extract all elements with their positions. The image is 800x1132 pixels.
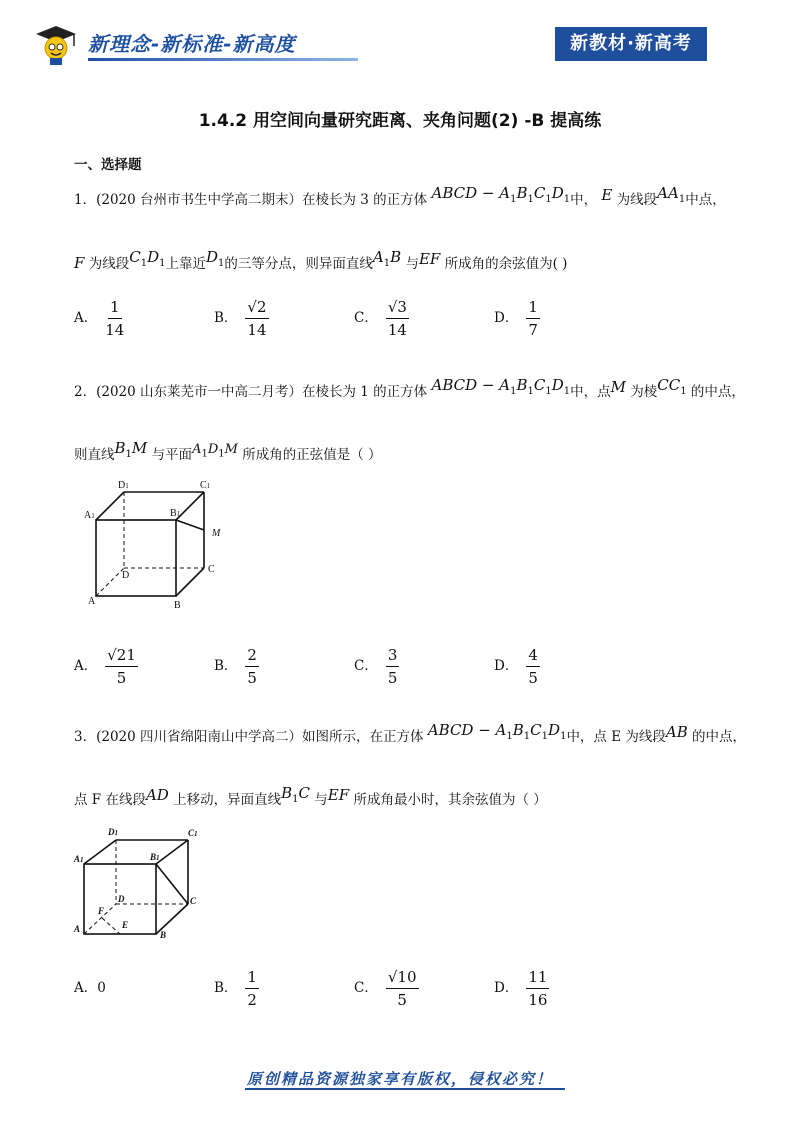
q3-option-d[interactable]: D． $\frac{11}{16}$ [494, 968, 548, 1009]
label-d: D [118, 894, 125, 904]
label-a: A [74, 924, 81, 934]
page-title: 1.4.2 用空间向量研究距离、夹角问题(2) -B 提高练 [198, 111, 602, 131]
section-heading: 一、选择题 [74, 157, 142, 173]
q3-option-c[interactable]: C． $\frac{√10}{5}$ [354, 968, 417, 1009]
label-b: B [174, 600, 181, 611]
q2-cube-figure [84, 478, 244, 622]
q1-option-b[interactable]: B． $\frac{√2}{14}$ [214, 298, 267, 339]
label-c1: C1 [188, 828, 198, 838]
label-a: A [88, 596, 96, 607]
label-m: M [212, 528, 221, 539]
label-b1: B1 [150, 852, 160, 862]
label-d1: D1 [118, 480, 129, 491]
label-a1: A1 [74, 854, 84, 864]
footer-underline [245, 1088, 565, 1090]
q2-options [74, 646, 594, 687]
header-slogan: 新理念-新标准-新高度 [88, 32, 296, 56]
q1-line2: F 为线段$C_1D_1$上靠近$D_1$的三等分点，则异面直线$A_1B$ 与EF 所成角的余弦值为( ) [74, 248, 568, 272]
label-b1: B1 [170, 508, 181, 519]
q3-option-a[interactable]: A．0 [74, 980, 106, 996]
label-f: F [98, 906, 105, 916]
header-underline [88, 58, 358, 61]
label-d1: D1 [108, 827, 118, 837]
header-brand [30, 22, 340, 66]
label-a1: A1 [84, 510, 95, 521]
label-c1: C1 [200, 480, 211, 491]
q2-line2: 则直线$B_1M$ 与平面$A_1D_1M$ 所成角的正弦值是（ ） [74, 439, 382, 463]
label-b: B [160, 930, 167, 940]
q2-line1: 2．(2020 山东莱芜市一中高二月考）在棱长为 1 的正方体 ABCD − $A_1B_1C_1D_1$中，点M 为棱$CC_1$ 的中点， [74, 376, 745, 400]
cube-notation: ABCD − $A_1B_1C_1D_1$ [431, 184, 571, 205]
q2-option-a[interactable]: A． $\frac{√21}{5}$ [74, 646, 136, 687]
q1-option-d[interactable]: D． $\frac{1}{7}$ [494, 298, 538, 339]
copyright-footer: 原创精品资源独家享有版权，侵权必究！ [246, 1070, 553, 1088]
label-e: E [122, 920, 129, 930]
q2-option-c[interactable]: C． $\frac{3}{5}$ [354, 646, 398, 687]
label-d: D [122, 570, 130, 581]
q1-line1: 1．(2020 台州市书生中学高二期末）在棱长为 3 的正方体 ABCD − $A_1B_1C_1D_1$中， E 为线段$AA_1$中点， [74, 184, 726, 208]
q3-options [74, 968, 594, 1009]
q1-options [74, 298, 594, 339]
q2-option-b[interactable]: B． $\frac{2}{5}$ [214, 646, 257, 687]
q1-option-c[interactable]: C． $\frac{√3}{14}$ [354, 298, 407, 339]
header-badge: 新教材·新高考 [555, 27, 707, 61]
q3-cube-figure [72, 824, 222, 948]
q3-line2: 点 F 在线段AD 上移动，异面直线$B_1C$ 与EF 所成角最小时，其余弦值为（ ） [74, 784, 547, 808]
q3-line1: 3．(2020 四川省绵阳南山中学高二）如图所示，在正方体 ABCD − $A_1B_1C_1D_1$中，点 E 为线段AB 的中点， [74, 721, 747, 745]
mascot-logo-icon [30, 22, 82, 66]
q2-option-d[interactable]: D． $\frac{4}{5}$ [494, 646, 538, 687]
label-c: C [190, 896, 197, 906]
label-c: C [208, 564, 215, 575]
q1-option-a[interactable]: A． $\frac{1}{14}$ [74, 298, 125, 339]
q3-option-b[interactable]: B． $\frac{1}{2}$ [214, 968, 257, 1009]
